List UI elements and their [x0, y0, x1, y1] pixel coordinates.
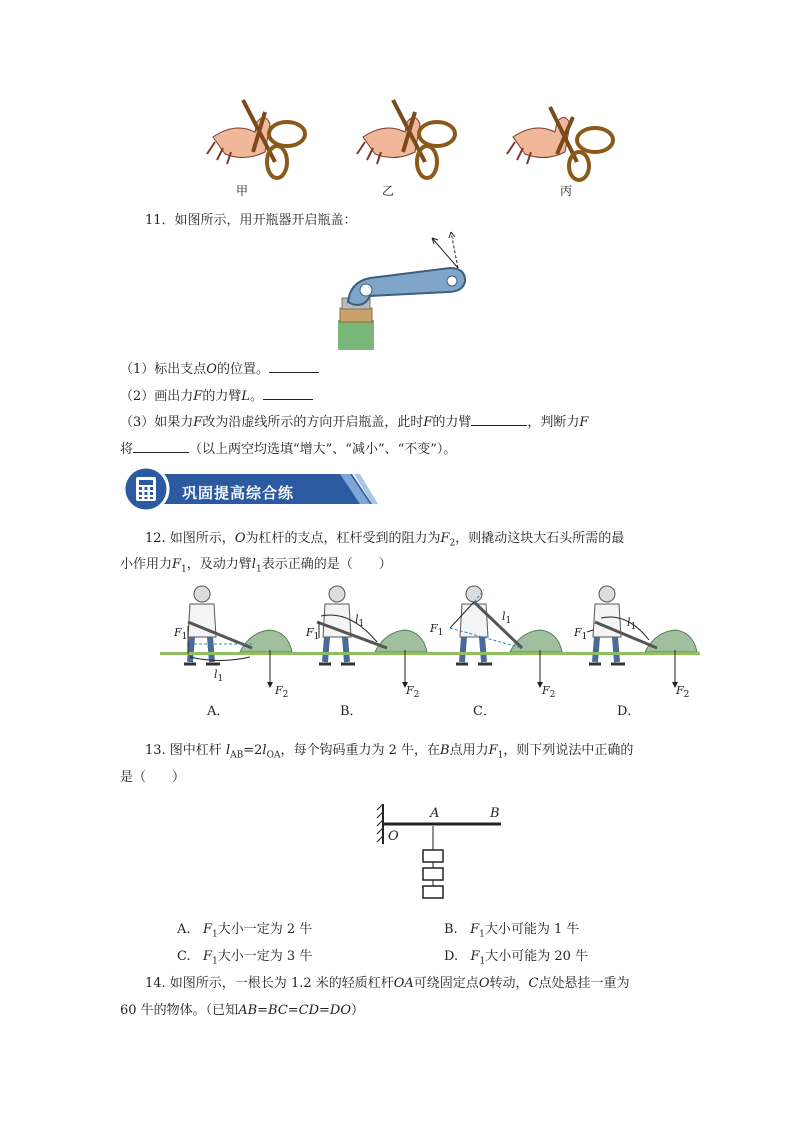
q11-stem: 11．如图所示，用开瓶器开启瓶盖： — [145, 213, 357, 228]
q14-line2: 60 牛的物体。（已知AB=BC=CD=DO） — [120, 1003, 365, 1018]
fig-d-l1: $l_1$ — [627, 616, 637, 633]
fig-a-f2: $F_2$ — [275, 684, 289, 701]
q13-option-d[interactable]: D. $F_1$大小可能为 20 牛 — [444, 949, 589, 967]
q12-line1: 12. 如图所示，O为杠杆的支点，杠杆受到的阻力为$F_2$，则撬动这块大石头所需的最 — [145, 531, 625, 549]
q12-figures — [160, 582, 700, 700]
lever-label-a: A — [430, 806, 440, 821]
fig-b-f1: $F_1$ — [306, 626, 320, 643]
q11-sub2: （2）画出力F的力臂L。 — [120, 385, 313, 404]
q14-line1: 14. 如图所示，一根长为 1.2 米的轻质杠杆OA可绕固定点O转动，C点处悬挂一重为 — [145, 976, 630, 991]
q13-line2: 是（ ） — [120, 770, 186, 785]
scissors-hand-bing — [507, 107, 613, 180]
lever-figure — [375, 800, 505, 905]
q12-option-b[interactable]: B． — [340, 704, 363, 719]
section-title: 巩固提高综合练 — [182, 484, 295, 502]
caption-bing: 丙 — [559, 184, 572, 198]
lever-label-b: B — [490, 806, 500, 821]
q11-sub1: （1）标出支点O的位置。 — [120, 358, 319, 377]
scissors-figure — [195, 92, 625, 187]
fig-c-f1: $F_1$ — [430, 622, 444, 639]
lever-label-o: O — [388, 829, 399, 844]
fig-d-f2: $F_2$ — [676, 684, 690, 701]
q11-sub3: （3）如果力F改为沿虚线所示的方向开启瓶盖，此时F的力臂 ，判断力F — [120, 415, 589, 430]
fig-c-l1: $l_1$ — [502, 610, 512, 627]
q12-option-a[interactable]: A． — [207, 704, 230, 719]
answer-blank-1[interactable] — [269, 360, 319, 373]
caption-yi: 乙 — [381, 184, 394, 198]
q13-option-b[interactable]: B. $F_1$大小可能为 1 牛 — [444, 922, 580, 940]
q12-option-d[interactable]: D． — [617, 704, 641, 719]
answer-blank-4[interactable] — [133, 440, 189, 453]
fig-a-f1: $F_1$ — [174, 626, 188, 643]
fig-b-l1: $l_1$ — [355, 613, 365, 630]
fig-a-l1: $l_1$ — [214, 668, 224, 685]
answer-blank-2[interactable] — [263, 387, 313, 400]
fig-d-f1: $F_1$ — [574, 626, 588, 643]
q13-line1: 13. 图中杠杆 $l_{AB}=2l_{OA}$，每个钩码重力为 2 牛，在B点用力$F_1$，则下列说法中正确的 — [145, 743, 634, 761]
scissors-hand-jia — [207, 100, 305, 178]
fig-c — [430, 586, 570, 688]
q12-line2: 小作用力$F_1$，及动力臂$l_1$表示正确的是（ ） — [120, 557, 392, 575]
fig-b-f2: $F_2$ — [406, 684, 420, 701]
q13-option-c[interactable]: C. $F_1$大小一定为 3 牛 — [177, 949, 313, 967]
bottle-opener-figure — [330, 228, 480, 350]
caption-jia: 甲 — [235, 184, 248, 198]
q13-option-a[interactable]: A. $F_1$大小一定为 2 牛 — [177, 922, 313, 940]
q11-sub3-cont: 将 （以上两空均选填“增大”、“减小”、“不变”）。 — [120, 442, 457, 457]
fig-c-f2: $F_2$ — [542, 684, 556, 701]
answer-blank-3[interactable] — [471, 413, 527, 426]
q12-option-c[interactable]: C． — [473, 704, 496, 719]
scissors-hand-yi — [357, 100, 455, 178]
calculator-icon — [136, 477, 156, 501]
